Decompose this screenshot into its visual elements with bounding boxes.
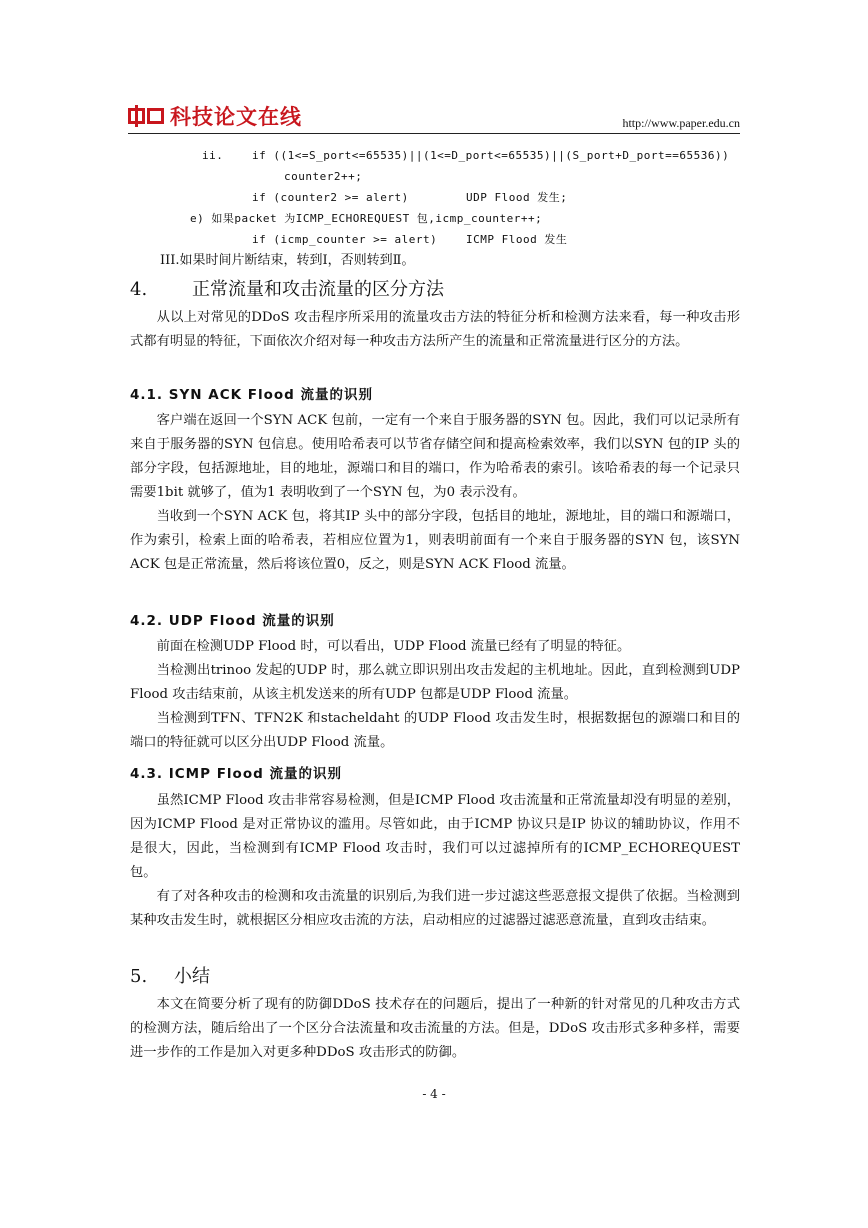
code-line-3a: if (counter2 >= alert) bbox=[252, 191, 409, 204]
code-label-ii: ii. bbox=[202, 149, 224, 162]
code-line-2: counter2++; bbox=[284, 170, 363, 183]
section-4-intro bbox=[130, 306, 740, 354]
subsection-4-2-heading: 4.2. UDP Flood 流量的识别 bbox=[130, 613, 335, 629]
subsection-4-2-body bbox=[130, 635, 740, 755]
paragraph: 当检测到TFN、TFN2K 和stacheldaht 的UDP Flood 攻击发生时，根据数据包的源端口和目的端口的特征就可以区分出UDP Flood 流量。 bbox=[130, 711, 740, 750]
section-5-title: 小结 bbox=[174, 966, 210, 987]
paragraph: 有了对各种攻击的检测和攻击流量的识别后,为我们进一步过滤这些恶意报文提供了依据。当检测到某种攻击发生时，就根据区分相应攻击流的方法，启动相应的过滤器过滤恶意流量，直到攻击结束。 bbox=[130, 889, 740, 928]
section-5-number: 5. bbox=[130, 966, 148, 987]
paragraph: 客户端在返回一个SYN ACK 包前，一定有一个来自于服务器的SYN 包。因此，我们可以记录所有来自于服务器的SYN 包信息。使用哈希表可以节省存储空间和提高检索效率，我们以SYN 包的IP 头的部分字段，包括源地址，目的地址，源端口和目的端口，作为哈希表的索引。该哈希表的每一个记录只需要1bit 就够了，值为1 表明收到了一个SYN 包，为0 表示没有。 bbox=[130, 413, 740, 500]
subsection-4-1-body bbox=[130, 409, 740, 577]
subsection-4-3-body bbox=[130, 789, 740, 933]
section-4-title: 正常流量和攻击流量的区分方法 bbox=[192, 279, 444, 300]
subsection-4-1-heading: 4.1. SYN ACK Flood 流量的识别 bbox=[130, 387, 374, 403]
code-line-5a: if (icmp_counter >= alert) bbox=[252, 233, 438, 246]
code-line-5b: ICMP Flood 发生 bbox=[466, 233, 568, 246]
page-number: - 4 - bbox=[422, 1087, 446, 1101]
subsection-4-3-heading: 4.3. ICMP Flood 流量的识别 bbox=[130, 766, 342, 782]
step-iii: III.如果时间片断结束，转到Ⅰ，否则转到Ⅱ。 bbox=[160, 253, 415, 268]
section-4-number: 4. bbox=[130, 279, 148, 300]
code-line-3b: UDP Flood 发生; bbox=[466, 191, 568, 204]
paragraph: 虽然ICMP Flood 攻击非常容易检测，但是ICMP Flood 攻击流量和正常流量却没有明显的差别，因为ICMP Flood 是对正常协议的滥用。尽管如此，由于ICMP 协议只是IP 协议的辅助协议，作用不是很大，因此，当检测到有ICMP Flood 攻击时，我们可以过滤掉所有的ICMP_ECHOREQUEST 包。 bbox=[130, 793, 740, 880]
paragraph: 当检测出trinoo 发起的UDP 时，那么就立即识别出攻击发起的主机地址。因此，直到检测到UDP Flood 攻击结束前，从该主机发送来的所有UDP 包都是UDP Flood 流量。 bbox=[130, 663, 740, 702]
paragraph: 当收到一个SYN ACK 包，将其IP 头中的部分字段，包括目的地址，源地址，目的端口和源端口，作为索引，检索上面的哈希表，若相应位置为1，则表明前面有一个来自于服务器的SYN 包，该SYN ACK 包是正常流量，然后将该位置0，反之，则是SYN ACK Flood 流量。 bbox=[130, 509, 740, 572]
logo-mark-icon bbox=[128, 105, 166, 127]
section-5-heading bbox=[130, 965, 210, 989]
section-5-body bbox=[130, 993, 740, 1065]
code-line-4: e) 如果packet 为ICMP_ECHOREQUEST 包,icmp_counter++; bbox=[190, 212, 543, 225]
header-url: http://www.paper.edu.cn bbox=[622, 116, 740, 130]
logo-text: 科技论文在线 bbox=[170, 105, 302, 129]
code-line-1: if ((1<=S_port<=65535)||(1<=D_port<=65535)||(S_port+D_port==65536)) bbox=[252, 149, 730, 162]
site-logo bbox=[128, 103, 302, 129]
paragraph: 从以上对常见的DDoS 攻击程序所采用的流量攻击方法的特征分析和检测方法来看，每一种攻击形式都有明显的特征，下面依次介绍对每一种攻击方法所产生的流量和正常流量进行区分的方法。 bbox=[130, 310, 740, 349]
paragraph: 本文在简要分析了现有的防御DDoS 技术存在的问题后，提出了一种新的针对常见的几种攻击方式的检测方法，随后给出了一个区分合法流量和攻击流量的方法。但是，DDoS 攻击形式多种多样，需要进一步作的工作是加入对更多种DDoS 攻击形式的防御。 bbox=[130, 997, 740, 1060]
paragraph: 前面在检测UDP Flood 时，可以看出，UDP Flood 流量已经有了明显的特征。 bbox=[156, 639, 631, 654]
section-4-heading bbox=[130, 278, 444, 302]
page-header bbox=[128, 103, 740, 134]
